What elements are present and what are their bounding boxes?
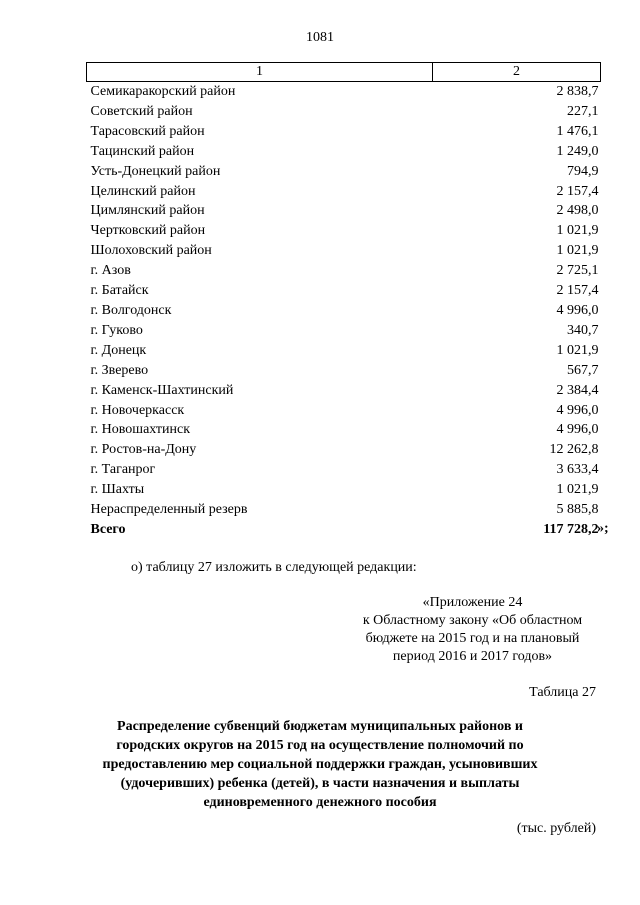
row-value: 5 885,8 <box>556 502 599 518</box>
table-row <box>87 122 601 142</box>
page-number: 1081 <box>306 30 334 45</box>
row-value: 1 476,1 <box>556 123 599 139</box>
table-row <box>87 261 601 281</box>
row-value: 1 021,9 <box>556 482 599 498</box>
title-line: городских округов на 2015 год на осуществление полномочий по <box>116 738 524 753</box>
table-label: Таблица 27 <box>529 685 596 700</box>
row-name: г. Ростов-на-Дону <box>90 442 197 458</box>
table-row <box>87 321 601 341</box>
row-value: 3 633,4 <box>556 462 599 478</box>
row-value: 567,7 <box>567 362 599 378</box>
row-name: г. Донецк <box>90 342 147 358</box>
row-name: г. Новошахтинск <box>90 422 191 438</box>
row-name: г. Зверево <box>90 362 149 378</box>
row-name: Усть-Донецкий район <box>90 163 221 179</box>
total-row <box>87 520 601 540</box>
row-value: 1 021,9 <box>556 223 599 239</box>
table-row <box>87 480 601 500</box>
row-name: г. Шахты <box>90 482 145 498</box>
table-row <box>87 201 601 221</box>
table-row <box>87 221 601 241</box>
appendix-line: «Приложение 24 <box>422 595 523 610</box>
units-label: (тыс. рублей) <box>516 821 596 836</box>
table-row <box>87 361 601 381</box>
total-value: 117 728,2 <box>543 521 599 537</box>
table-row <box>87 281 601 301</box>
row-name: Семикаракорский район <box>90 84 236 99</box>
total-suffix: »; <box>597 521 609 536</box>
row-name: г. Волгодонск <box>90 302 172 318</box>
row-value: 794,9 <box>567 163 599 179</box>
row-name: г. Таганрог <box>90 462 156 478</box>
table-row <box>87 182 601 202</box>
row-value: 2 838,7 <box>556 84 599 99</box>
row-value: 1 249,0 <box>556 143 599 159</box>
row-value: 12 262,8 <box>549 442 599 458</box>
row-value: 2 384,4 <box>556 382 599 398</box>
appendix-line: бюджете на 2015 год и на плановый <box>365 631 580 646</box>
row-value: 4 996,0 <box>556 302 599 318</box>
table-row <box>87 162 601 182</box>
appendix-line: к Областному закону «Об областном <box>362 613 583 628</box>
table-header-row <box>87 63 601 82</box>
row-value: 2 725,1 <box>556 263 599 279</box>
row-name: Целинский район <box>90 183 196 199</box>
row-value: 1 021,9 <box>556 342 599 358</box>
table-row <box>87 102 601 122</box>
column-header-2: 2 <box>433 63 601 82</box>
table-row <box>87 381 601 401</box>
table-row <box>87 142 601 162</box>
row-name: Шолоховский район <box>90 243 212 259</box>
instruction-text: о) таблицу 27 изложить в следующей редакции: <box>131 560 417 575</box>
table-row <box>87 401 601 421</box>
row-value: 340,7 <box>567 322 599 338</box>
title-line: (удочеривших) ребенка (детей), в части назначения и выплаты <box>120 776 520 791</box>
row-name: Тацинский район <box>90 143 195 159</box>
row-name: Тарасовский район <box>90 123 205 139</box>
row-name: г. Азов <box>90 263 131 279</box>
table-row <box>87 341 601 361</box>
row-name: Чертковский район <box>90 223 206 239</box>
row-value: 2 157,4 <box>556 183 599 199</box>
document-title <box>100 717 540 812</box>
row-name: г. Гуково <box>90 322 143 338</box>
total-label: Всего <box>90 521 126 537</box>
row-value: 2 157,4 <box>556 283 599 299</box>
appendix-line: период 2016 и 2017 годов» <box>392 649 553 664</box>
table-row <box>87 82 601 102</box>
table-body <box>87 82 601 540</box>
table-row <box>87 301 601 321</box>
column-header-1: 1 <box>87 63 433 82</box>
row-name: г. Батайск <box>90 283 149 299</box>
appendix-reference <box>340 594 605 666</box>
row-value: 2 498,0 <box>556 203 599 219</box>
row-value: 227,1 <box>567 103 599 119</box>
row-name: г. Новочеркасск <box>90 402 185 418</box>
title-line: предоставлению мер социальной поддержки граждан, усыновивших <box>102 757 538 772</box>
table-row <box>87 420 601 440</box>
title-line: единовременного денежного пособия <box>203 795 437 810</box>
title-line: Распределение субвенций бюджетам муниципальных районов и <box>117 719 523 734</box>
table-row <box>87 440 601 460</box>
table-row <box>87 500 601 520</box>
table-row <box>87 241 601 261</box>
row-value: 4 996,0 <box>556 402 599 418</box>
row-name: Нераспределенный резерв <box>90 502 248 518</box>
row-value: 1 021,9 <box>556 243 599 259</box>
subvention-table <box>86 62 601 540</box>
row-name: Цимлянский район <box>90 203 205 219</box>
row-name: Советский район <box>90 103 193 119</box>
row-value: 4 996,0 <box>556 422 599 438</box>
row-name: г. Каменск-Шахтинский <box>90 382 234 398</box>
table-row <box>87 460 601 480</box>
